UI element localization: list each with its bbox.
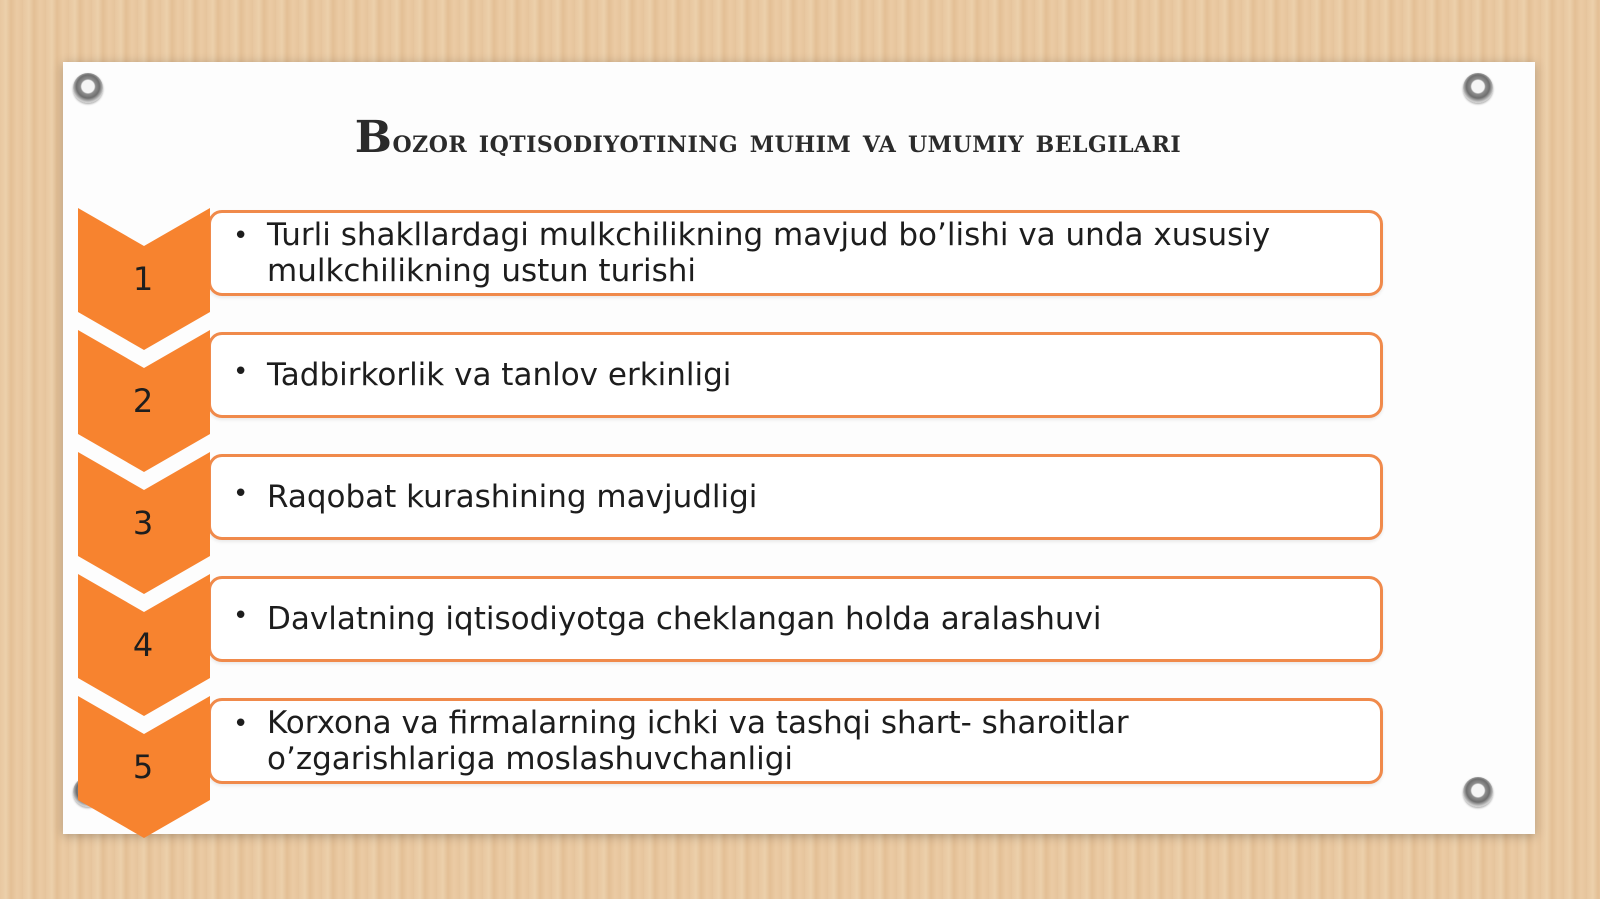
list-item: [78, 332, 1393, 428]
bullet-icon: •: [233, 357, 249, 387]
pin-icon: [1463, 73, 1493, 103]
item-text: Turli shakllardagi mulkchilikning mavjud bo’lishi va unda xususiy mulkchilikning ustun turishi: [267, 217, 1271, 289]
slide-title: [203, 108, 1333, 171]
bullet-icon: •: [233, 709, 249, 739]
item-box: [208, 332, 1383, 418]
item-box: [208, 454, 1383, 540]
item-number: 1: [132, 260, 154, 298]
item-box: [208, 698, 1383, 784]
item-number: 3: [132, 504, 154, 542]
item-text: Davlatning iqtisodiyotga cheklangan holda aralashuvi: [267, 601, 1102, 637]
list-item: [78, 698, 1393, 794]
pin-icon: [73, 73, 103, 103]
item-box: [208, 576, 1383, 662]
item-number: 4: [132, 626, 154, 664]
bullet-icon: •: [233, 221, 249, 251]
item-box: [208, 210, 1383, 296]
title-first-letter: B: [354, 112, 393, 163]
item-text: Korxona va firmalarning ichki va tashqi shart- sharoitlar o’zgarishlariga moslashuvchanligi: [267, 705, 1129, 777]
item-number: 2: [132, 382, 154, 420]
list-item: [78, 576, 1393, 672]
item-number: 5: [132, 748, 154, 786]
list-item: [78, 454, 1393, 550]
slide-board: [63, 62, 1535, 834]
pin-icon: [1463, 777, 1493, 807]
bullet-icon: •: [233, 601, 249, 631]
item-text: Tadbirkorlik va tanlov erkinligi: [267, 357, 732, 393]
title-text: ozor iqtisodiyotining muhim va umumiy belgilari: [392, 122, 1182, 160]
bullet-icon: •: [233, 479, 249, 509]
list-item: [78, 210, 1393, 306]
item-text: Raqobat kurashining mavjudligi: [267, 479, 758, 515]
